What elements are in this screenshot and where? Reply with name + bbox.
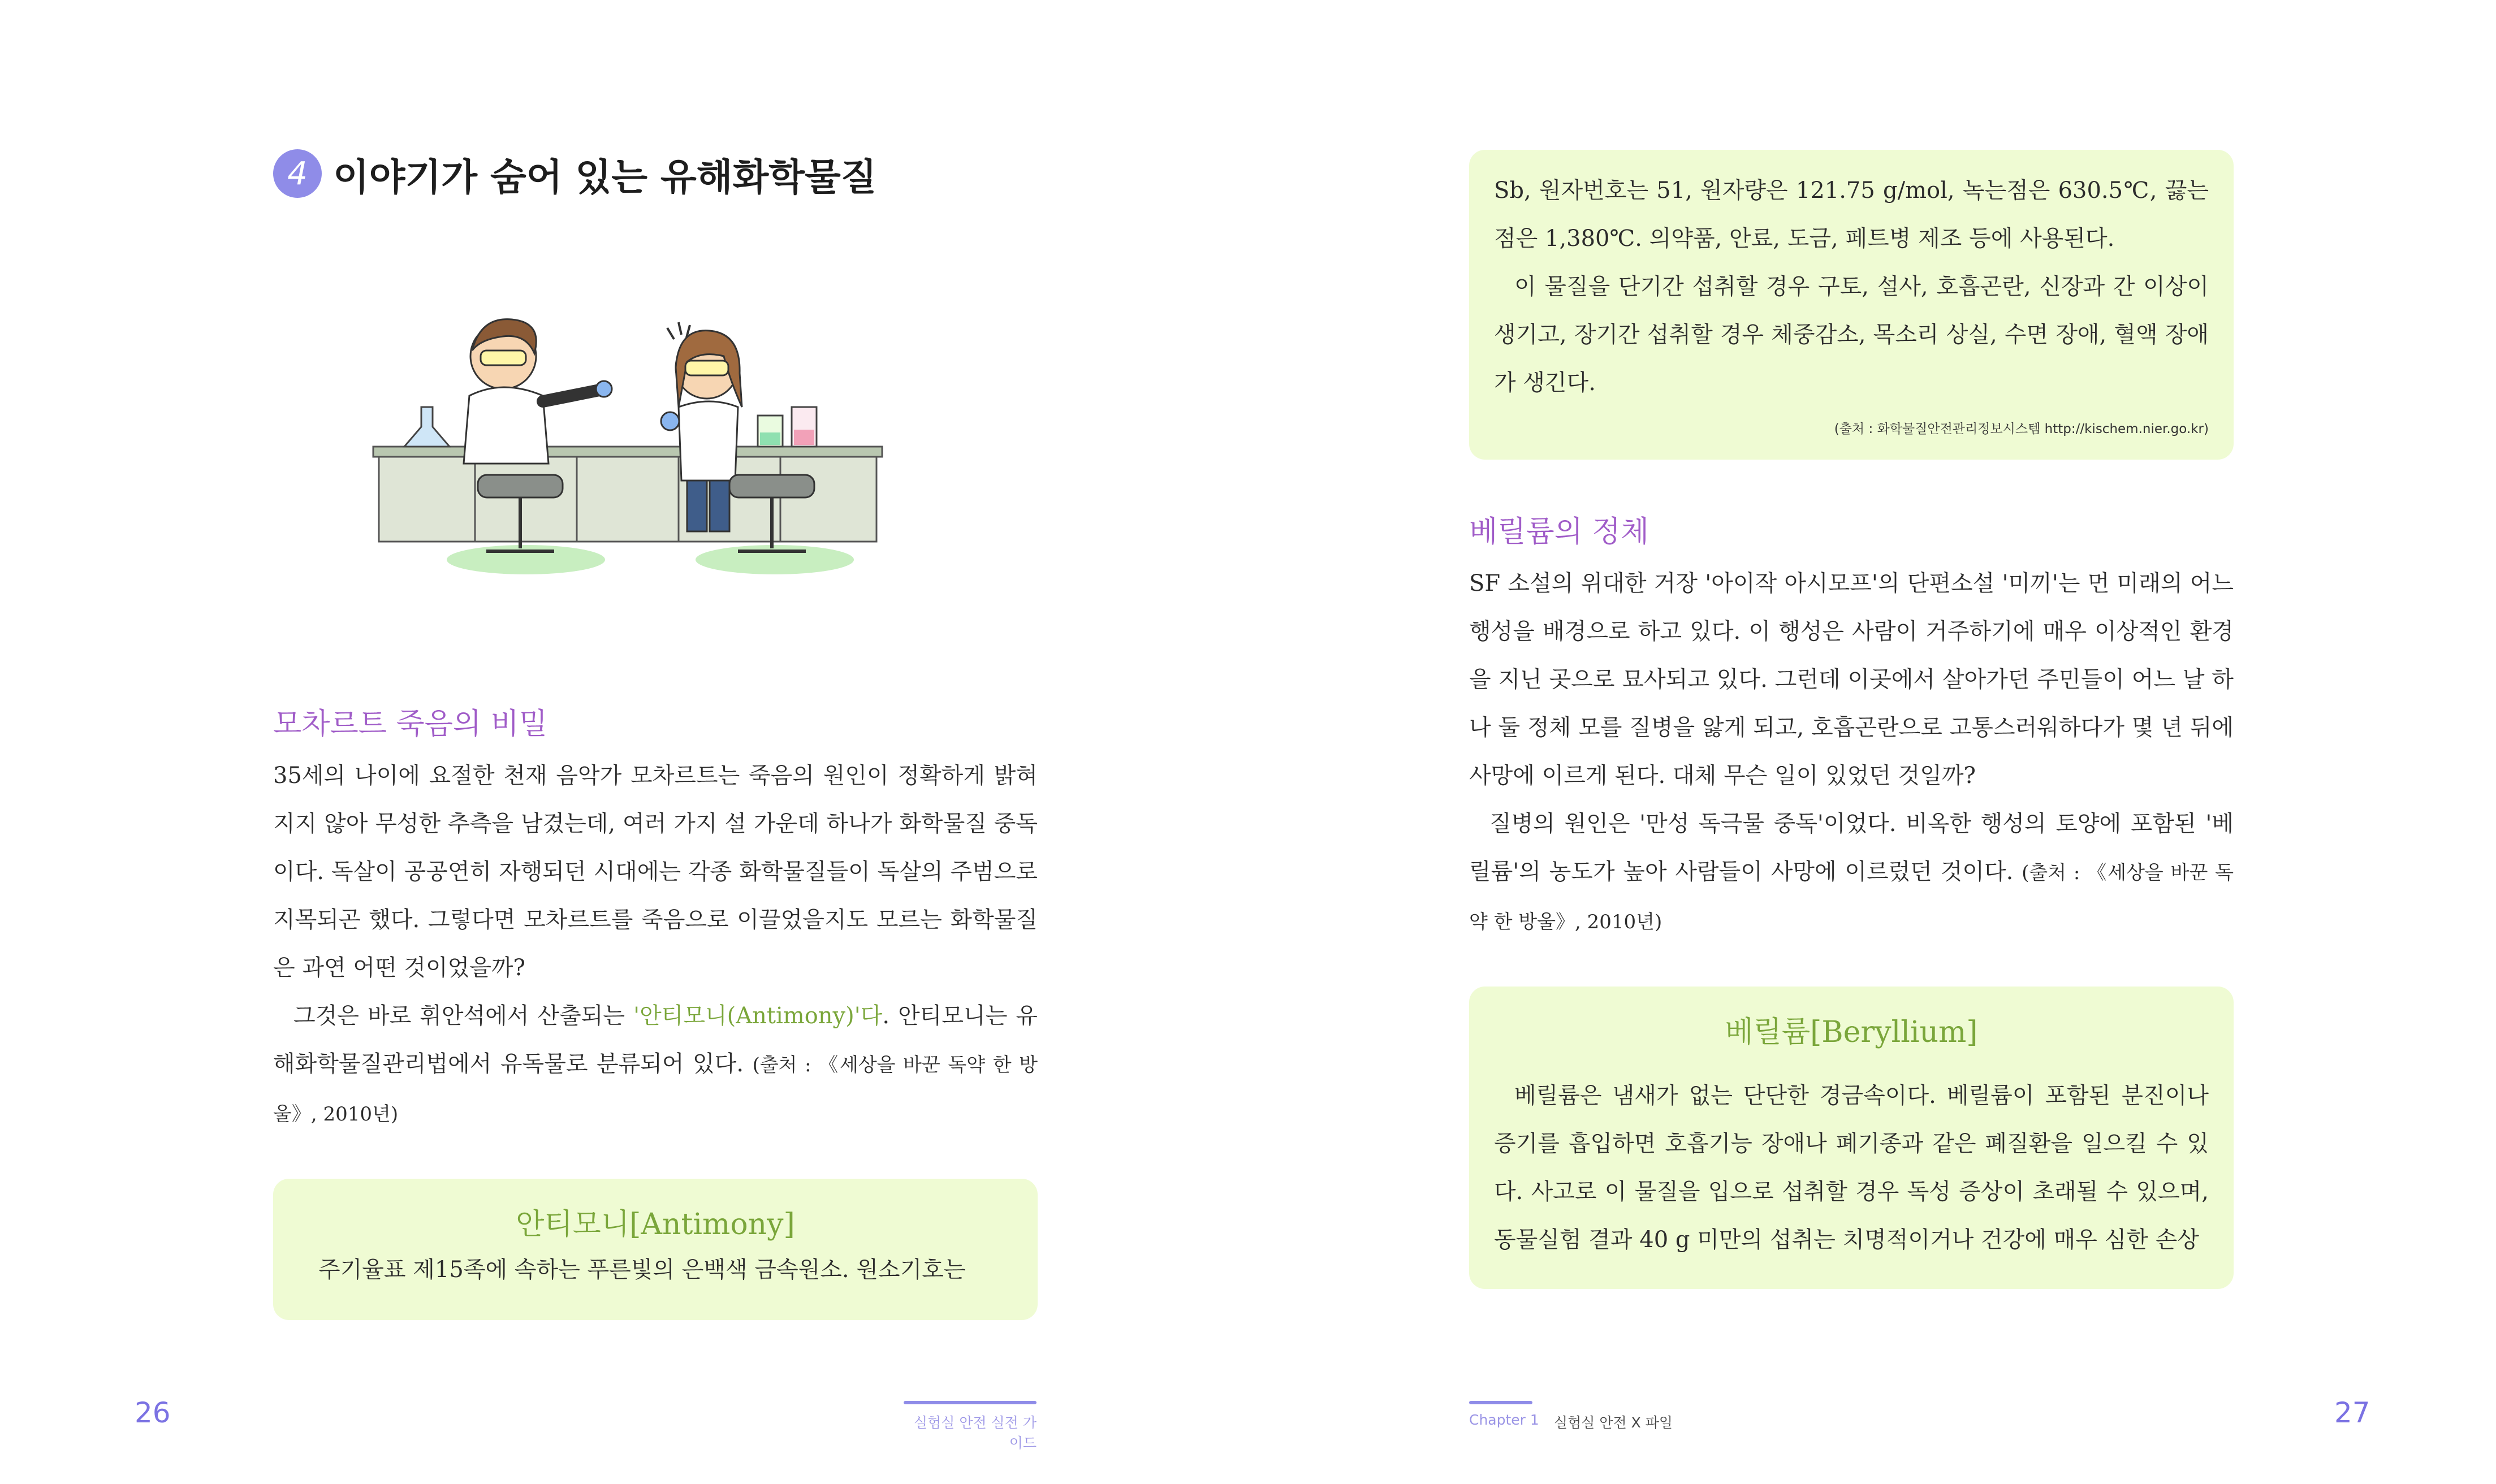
antimony-toxicity-text: 이 물질을 단기간 섭취할 경우 구토, 설사, 호흡곤란, 신장과 간 이상이 생기고, 장기간 섭취할 경우 체중감소, 목소리 상실, 수면 장애, 혈액 장애가 생긴다.	[1494, 274, 2209, 396]
mozart-paragraph-1: 35세의 나이에 요절한 천재 음악가 모차르트는 죽음의 원인이 정확하게 밝혀지지 않아 무성한 추측을 남겼는데, 여러 가지 설 가운데 하나가 화학물질 중독이다. 독살이 공공연히 자행되던 시대에는 각종 화학물질들이 독살의 주범으로 지목되곤 했다. 그렇다면 모차르트를 죽음으로 이끌었을지도 모르는 화학물질은 과연 어떤 것이었을까?	[273, 763, 1038, 981]
antimony-properties-text: Sb, 원자번호는 51, 원자량은 121.75 g/mol, 녹는점은 630.5℃, 끓는점은 1,380℃. 의약품, 안료, 도금, 페트병 제조 등에 사용된다.	[1494, 178, 2209, 252]
footer-chapter-label: Chapter 1	[1469, 1412, 1539, 1428]
antimony-box	[273, 1179, 1038, 1320]
mozart-paragraphs	[273, 752, 1038, 1139]
beryllium-box-title: 베릴륨[Beryllium]	[1725, 1015, 1978, 1049]
antimony-box-continued	[1469, 150, 2234, 460]
lab-scientists-illustration	[362, 294, 893, 588]
beryllium-source: (출처 : 《세상을 바꾼 독약 한 방울》, 2010년)	[1469, 862, 2234, 933]
beryllium-paragraph-2	[1469, 800, 2234, 946]
mozart-paragraph-2-before: 그것은 바로 휘안석에서 산출되는	[293, 1003, 634, 1029]
antimony-box-text: 주기율표 제15족에 속하는 푸른빛의 은백색 금속원소. 원소기호는	[318, 1257, 966, 1283]
footer-rule-right	[1469, 1401, 1532, 1404]
antimony-box-title: 안티모니[Antimony]	[516, 1208, 795, 1241]
page-number-right: 27	[2334, 1396, 2370, 1429]
mozart-source: (출처 : 《세상을 바꾼 독약 한 방울》, 2010년)	[273, 1054, 1038, 1126]
section-number-badge: 4	[273, 149, 322, 198]
section-title-mozart: 모차르트 죽음의 비밀	[273, 707, 548, 741]
beryllium-paragraph-2-text: 질병의 원인은 '만성 독극물 중독'이었다. 비옥한 행성의 토양에 포함된 '베릴륨'의 농도가 높아 사람들이 사망에 이르렀던 것이다.	[1469, 811, 2234, 885]
antimony-box-continued-text	[1494, 167, 2209, 407]
footer-book-title: 실험실 안전 실전 가이드	[913, 1414, 1037, 1451]
beryllium-box-text: 베릴륨은 냄새가 없는 단단한 경금속이다. 베릴륨이 포함된 분진이나 증기를 흡입하면 호흡기능 장애나 폐기종과 같은 폐질환을 일으킬 수 있다. 사고로 이 물질을 입으로 섭취할 경우 독성 증상이 초래될 수 있으며, 동물실험 결과 40 g 미만의 섭취는 치명적이거나 건강에 매우 심한 손상	[1494, 1083, 2209, 1253]
footer-rule-left	[904, 1401, 1037, 1404]
beryllium-paragraphs	[1469, 560, 2234, 946]
antimony-box-source: (출처 : 화학물질안전관리정보시스템 http://kischem.nier.go.kr)	[1834, 422, 2209, 436]
footer-chapter-title: 실험실 안전 X 파일	[1554, 1414, 1673, 1431]
mozart-paragraph-2-after: . 안티모니는 유해화학물질관리법에서 유독물로 분류되어 있다.	[273, 1003, 1038, 1077]
beryllium-paragraph-1: SF 소설의 위대한 거장 '아이작 아시모프'의 단편소설 '미끼'는 먼 미래의 어느 행성을 배경으로 하고 있다. 이 행성은 사람이 거주하기에 매우 이상적인 환경을 지닌 곳으로 묘사되고 있다. 그런데 이곳에서 살아가던 주민들이 어느 날 하나 둘 정체 모를 질병을 앓게 되고, 호흡곤란으로 고통스러워하다가 몇 년 뒤에 사망에 이르게 된다. 대체 무슨 일이 있었던 것일까?	[1469, 570, 2234, 789]
chapter-heading-title: 이야기가 숨어 있는 유해화학물질	[333, 155, 877, 199]
page-number-left: 26	[135, 1396, 171, 1429]
section-title-beryllium: 베릴륨의 정체	[1469, 515, 1649, 549]
mozart-paragraph-2	[273, 992, 1038, 1139]
beryllium-box	[1469, 987, 2234, 1289]
antimony-highlight: '안티모니(Antimony)'다	[633, 1003, 883, 1029]
chapter-heading	[273, 148, 877, 199]
